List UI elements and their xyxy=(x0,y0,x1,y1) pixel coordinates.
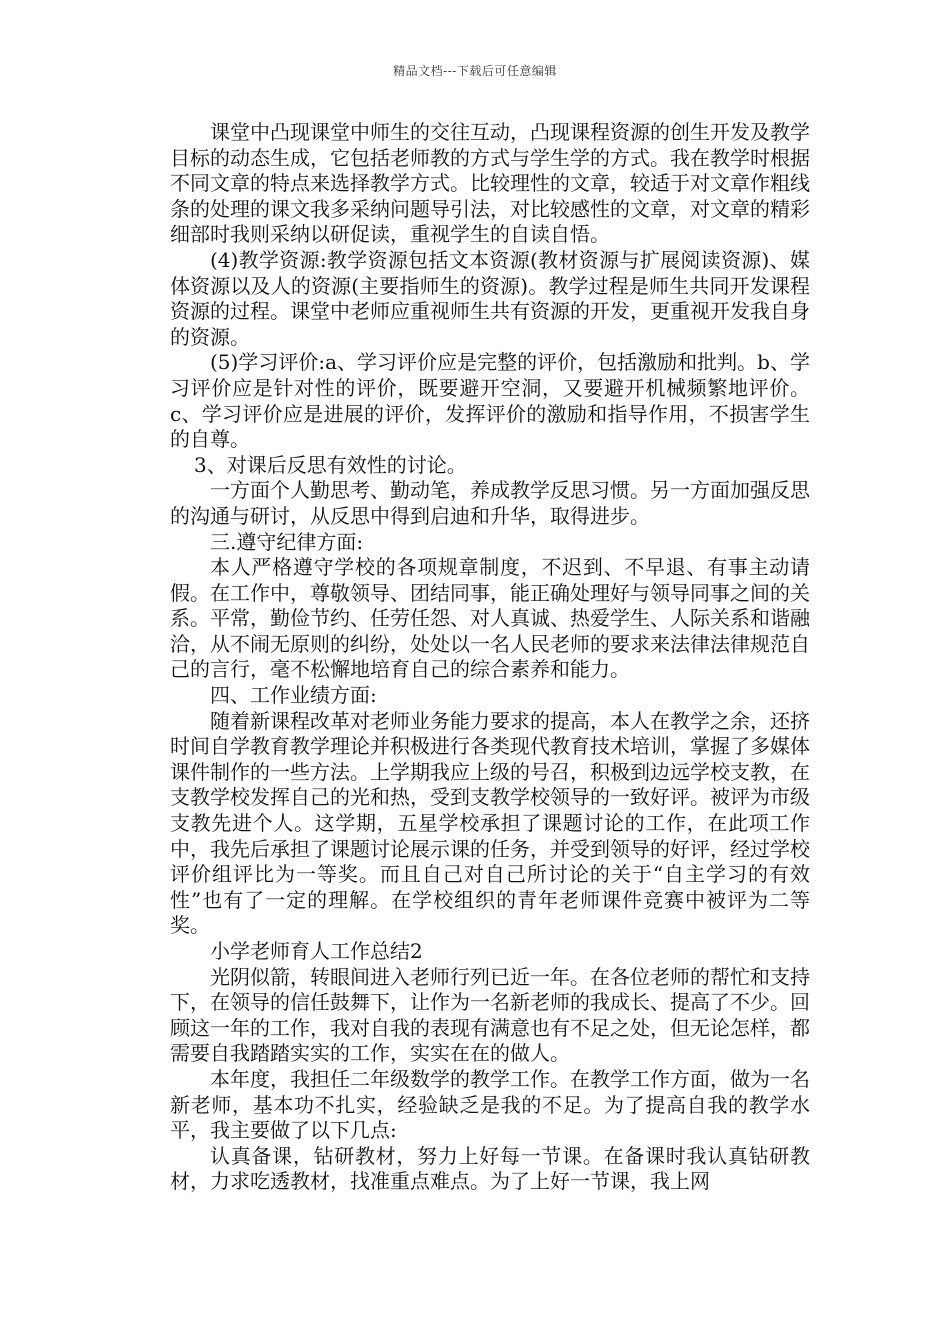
page-header-note: 精品文档---下载后可任意编辑 xyxy=(393,64,557,78)
paragraph-learning-evaluation: (5)学习评价:a、学习评价应是完整的评价，包括激励和批判。b、学习评价应是针对性的评价，既要避开空洞，又要避开机械频繁地评价。c、学习评价应是进展的评价，发挥评价的激励和指导作用，不损害学生的自尊。 xyxy=(170,350,810,452)
paragraph-lesson-prep: 认真备课，钻研教材，努力上好每一节课。在备课时我认真钻研教材，力求吃透教材，找准重点难点。为了上好一节课，我上网 xyxy=(170,1143,810,1194)
paragraph-summary-intro: 光阴似箭，转眼间进入老师行列已近一年。在各位老师的帮忙和支持下，在领导的信任鼓舞下，让作为一名新老师的我成长、提高了不少。回顾这一年的工作，我对自我的表现有满意也有不足之处，但无论怎样，都需要自我踏踏实实的工作，实实在在的做人。 xyxy=(170,964,810,1066)
heading-discipline: 三.遵守纪律方面: xyxy=(210,529,364,554)
paragraph-teaching-resources: (4)教学资源:教学资源包括文本资源(教材资源与扩展阅读资源)、媒体资源以及人的资源(主要指师生的资源)。教学过程是师生共同开发课程资源的过程。课堂中老师应重视师生共有资源的开发，更重视开发我自身的资源。 xyxy=(170,247,810,349)
paragraph-teaching-methods: 课堂中凸现课堂中师生的交往互动，凸现课程资源的创生开发及教学目标的动态生成，它包括老师教的方式与学生学的方式。我在教学时根据不同文章的特点来选择教学方式。比较理性的文章，较适于对文章作粗线条的处理的课文我多采纳问题导引法，对比较感性的文章，对文章的精彩细部时我则采纳以研促读，重视学生的自读自悟。 xyxy=(170,120,810,247)
document-body xyxy=(170,120,810,1195)
heading-summary-2: 小学老师育人工作总结2 xyxy=(210,939,423,963)
heading-achievements: 四、工作业绩方面: xyxy=(210,683,377,708)
paragraph-discipline: 本人严格遵守学校的各项规章制度，不迟到、不早退、有事主动请假。在工作中，尊敬领导、团结同事，能正确处理好与领导同事之间的关系。平常，勤俭节约、任劳任怨、对人真诚、热爱学生、人际关系和谐融洽，从不闹无原则的纠纷，处处以一名人民老师的要求来法律法律规范自己的言行，毫不松懈地培育自己的综合素养和能力。 xyxy=(170,555,810,682)
paragraph-achievements: 随着新课程改革对老师业务能力要求的提高，本人在教学之余，还挤时间自学教育教学理论并积极进行各类现代教育技术培训，掌握了多媒体课件制作的一些方法。上学期我应上级的号召，积极到边远学校支教，在支教学校发挥自己的光和热，受到支教学校领导的一致好评。被评为市级支教先进个人。这学期，五星学校承担了课题讨论的工作，在此项工作中，我先后承担了课题讨论展示课的任务，并受到领导的好评，经过学校评价组评比为一等奖。而且自己对自己所讨论的关于“自主学习的有效性”也有了一定的理解。在学校组织的青年老师课件竞赛中被评为二等奖。 xyxy=(170,708,810,938)
paragraph-teaching-work: 本年度，我担任二年级数学的教学工作。在教学工作方面，做为一名新老师，基本功不扎实，经验缺乏是我的不足。为了提高自我的教学水平，我主要做了以下几点: xyxy=(170,1066,810,1143)
heading-reflection: 3、对课后反思有效性的讨论。 xyxy=(194,452,467,477)
paragraph-reflection: 一方面个人勤思考、勤动笔，养成教学反思习惯。另一方面加强反思的沟通与研讨，从反思中得到启迪和升华，取得进步。 xyxy=(170,478,810,528)
